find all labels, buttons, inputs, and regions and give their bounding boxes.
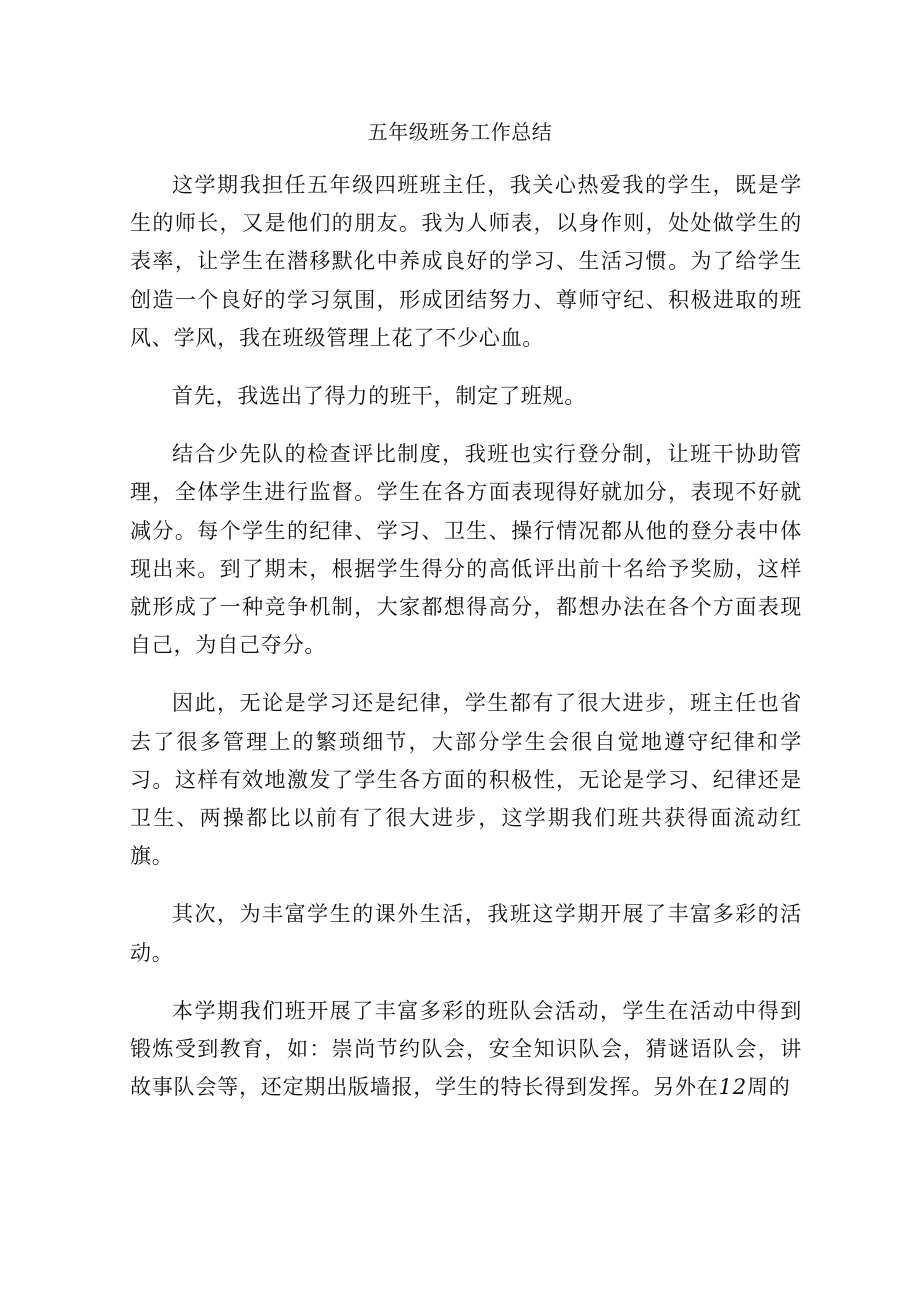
week-number: 12 [718,1075,747,1100]
paragraph-scoring-system: 结合少先队的检查评比制度，我班也实行登分制，让班干协助管理，全体学生进行监督。学生在各方面表现得好就加分，表现不好就减分。每个学生的纪律、学习、卫生、操行情况都从他的登分表中体现出来。到了期末，根据学生得分的高低评出前十名给予奖励，这样就形成了一种竞争机制，大家都想得高分，都想办法在各个方面表现自己，为自己夺分。 [130,442,802,658]
document-title: 五年级班务工作总结 [367,120,553,144]
paragraph-results: 因此，无论是学习还是纪律，学生都有了很大进步，班主任也省去了很多管理上的繁琐细节，大部分学生会很自觉地遵守纪律和学习。这样有效地激发了学生各方面的积极性，无论是学习、纪律还是卫生、两操都比以前有了很大进步，这学期我们班共获得面流动红旗。 [130,691,802,869]
activities-text: 本学期我们班开展了丰富多彩的班队会活动，学生在活动中得到锻炼受到教育，如：崇尚节约队会，安全知识队会，猜谜语队会，讲故事队会等，还定期出版墙报，学生的特长得到发挥。另外在 [130,998,802,1100]
paragraph-first-point: 首先，我选出了得力的班干，制定了班规。 [172,384,587,409]
paragraph-second-point: 其次，为丰富学生的课外生活，我班这学期开展了丰富多彩的活动。 [130,902,802,965]
paragraph-activities [130,992,802,1107]
document-body [130,166,802,1126]
activities-text-end: 周的 [746,1075,791,1100]
paragraph-intro: 这学期我担任五年级四班班主任，我关心热爱我的学生，既是学生的师长，又是他们的朋友。我为人师表，以身作则，处处做学生的表率，让学生在潜移默化中养成良好的学习、生活习惯。为了给学生创造一个良好的学习氛围，形成团结努力、尊师守纪、积极进取的班风、学风，我在班级管理上花了不少心血。 [130,173,802,350]
